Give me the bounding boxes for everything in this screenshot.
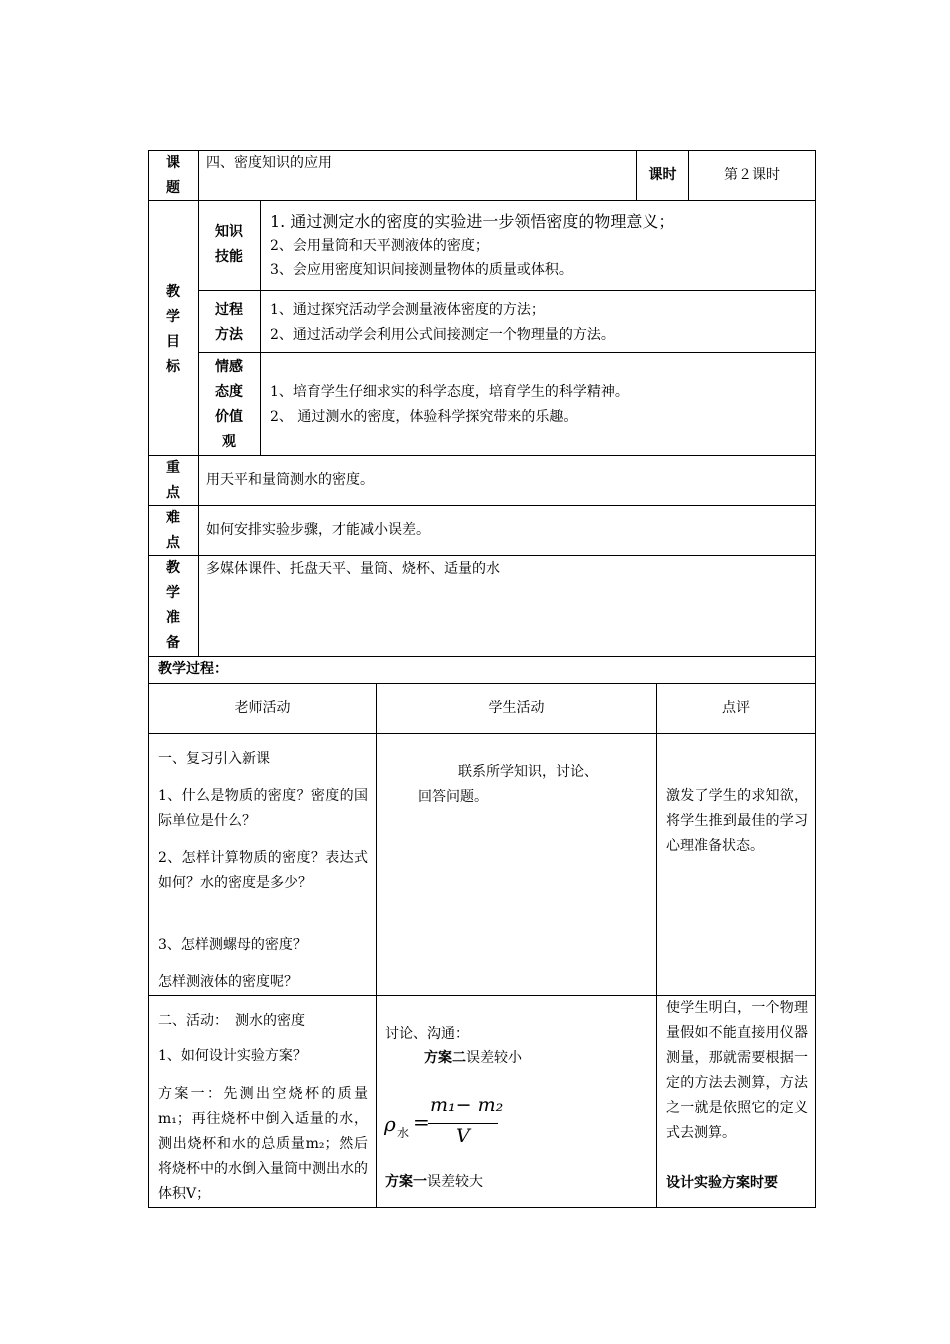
row2-teacher-plan1: 方案一：先测出空烧杯的质量m₁；再往烧杯中倒入适量的水，测出烧杯和水的总质量m₂；然后将烧杯中的水倒入量筒中测出水的体积V； xyxy=(158,1086,368,1202)
plan2-text: 误差较小 xyxy=(466,1050,522,1066)
row-divider xyxy=(198,290,816,291)
lesson-label: 课题 xyxy=(166,155,180,196)
key-point-text: 用天平和量筒测水的密度。 xyxy=(206,472,374,488)
process-line-1: 1、通过探究活动学会测量液体密度的方法； xyxy=(270,302,545,318)
lesson-title: 四、密度知识的应用 xyxy=(206,155,332,171)
row2-comment-bold: 设计实验方案时要 xyxy=(666,1175,778,1191)
row-divider xyxy=(148,505,816,506)
equals-sign: = xyxy=(413,1110,430,1134)
key-point-label: 重点 xyxy=(166,460,180,501)
period-value: 第２课时 xyxy=(724,167,780,183)
process-label: 过程方法 xyxy=(215,302,243,343)
row-divider xyxy=(148,200,816,201)
goals-label: 教学目标 xyxy=(166,284,180,375)
col-divider xyxy=(656,683,657,1208)
period-label: 课时 xyxy=(648,167,677,183)
knowledge-line-1: 1. 通过测定水的密度的实验进一步领悟密度的物理意义； xyxy=(270,212,675,231)
density-formula xyxy=(384,1092,514,1152)
attitude-line-1: 1、培育学生仔细求实的科学态度，培育学生的科学精神。 xyxy=(270,384,629,400)
formula-denominator: V xyxy=(456,1125,470,1147)
difficulty-label: 难点 xyxy=(166,510,180,551)
difficulty-text: 如何安排实验步骤，才能减小误差。 xyxy=(206,522,430,538)
preparation-label: 教学准备 xyxy=(166,560,180,651)
row1-teacher-q2: 2、怎样计算物质的密度？表达式如何？水的密度是多少？ xyxy=(158,850,368,891)
row1-student: 联系所学知识，讨论、回答问题。 xyxy=(418,764,598,805)
row-divider xyxy=(148,683,816,684)
row-divider xyxy=(148,733,816,734)
knowledge-line-3: 3、会应用密度知识间接测量物体的质量或体积。 xyxy=(270,262,573,278)
col-header-teacher: 老师活动 xyxy=(234,700,291,716)
rho-subscript: 水 xyxy=(397,1126,410,1140)
row1-teacher-heading: 一、复习引入新课 xyxy=(158,751,270,767)
row1-teacher-q1: 1、什么是物质的密度？密度的国际单位是什么？ xyxy=(158,788,368,829)
col-header-student: 学生活动 xyxy=(488,700,545,716)
process-title: 教学过程： xyxy=(158,661,228,677)
plan2-label: 方案二 xyxy=(424,1050,466,1066)
row-divider xyxy=(148,455,816,456)
attitude-label: 情感态度价值观 xyxy=(215,359,243,450)
attitude-line-2: 2、 通过测水的密度，体验科学探究带来的乐趣。 xyxy=(270,409,578,425)
col-divider xyxy=(198,150,199,656)
row2-teacher-heading: 二、活动： 测水的密度 xyxy=(158,1013,305,1029)
plan1-line xyxy=(385,1170,483,1195)
col-divider xyxy=(260,200,261,455)
rho-symbol: ρ xyxy=(384,1112,396,1136)
row-divider xyxy=(198,352,816,353)
row1-comment: 激发了学生的求知欲，将学生推到最佳的学习心理准备状态。 xyxy=(666,788,808,854)
row-divider xyxy=(148,656,816,657)
process-line-2: 2、通过活动学会利用公式间接测定一个物理量的方法。 xyxy=(270,327,615,343)
formula-numerator: m₁− m₂ xyxy=(430,1094,504,1116)
knowledge-label: 知识技能 xyxy=(215,224,243,265)
plan1-label: 方案一 xyxy=(385,1174,427,1190)
row2-teacher-q1: 1、如何设计实验方案？ xyxy=(158,1048,307,1064)
row2-comment: 使学生明白，一个物理量假如不能直接用仪器测量，那就需要根据一定的方法去测算，方法之一就是依照它的定义式去测算。 xyxy=(666,1000,808,1141)
row1-teacher-q3: 3、怎样测螺母的密度？ xyxy=(158,937,307,953)
col-divider xyxy=(376,683,377,1208)
plan1-text: 误差较大 xyxy=(427,1174,483,1190)
row2-student-intro: 讨论、沟通： xyxy=(385,1026,469,1042)
plan2-line xyxy=(424,1046,522,1071)
fraction-bar xyxy=(428,1123,498,1124)
col-header-comment: 点评 xyxy=(722,700,750,716)
preparation-text: 多媒体课件、托盘天平、量筒、烧杯、适量的水 xyxy=(206,561,500,577)
knowledge-line-2: 2、会用量筒和天平测液体的密度； xyxy=(270,238,489,254)
row1-teacher-q4: 怎样测液体的密度呢？ xyxy=(158,974,298,990)
row-divider xyxy=(148,555,816,556)
